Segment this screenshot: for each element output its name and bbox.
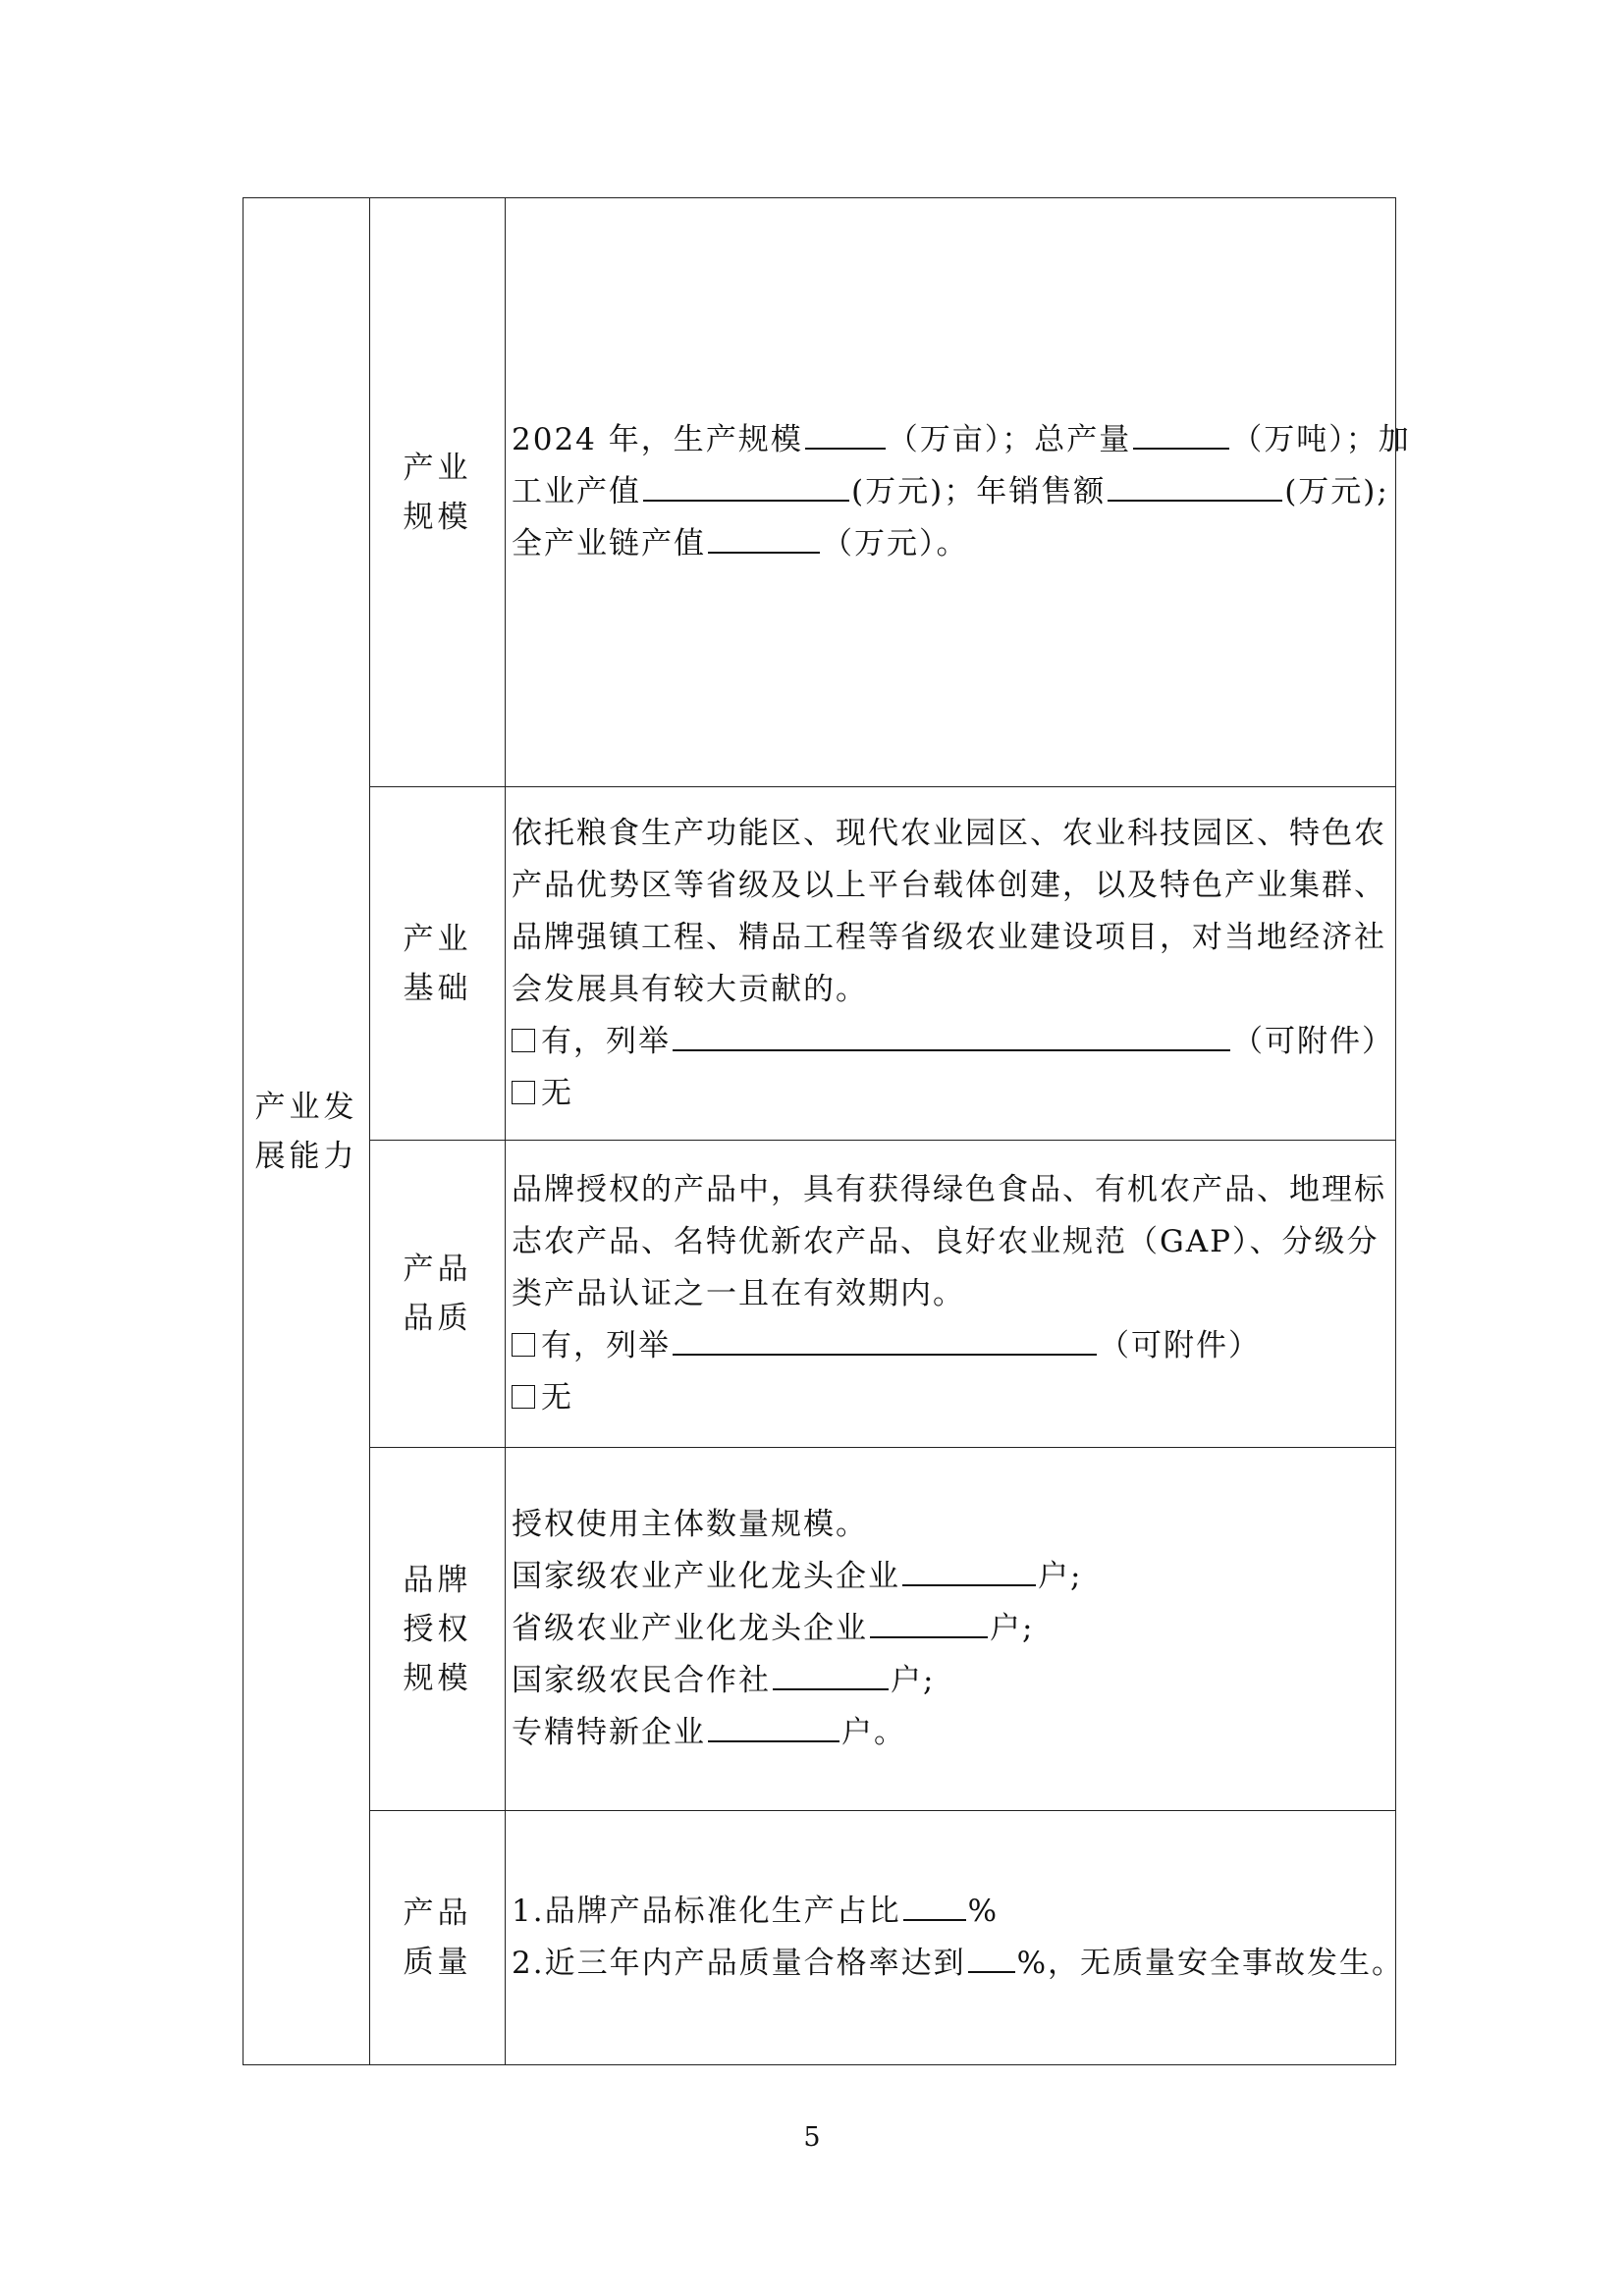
table-row xyxy=(244,1141,1396,1448)
item-unit: 户; xyxy=(990,1611,1035,1646)
checkbox-icon[interactable] xyxy=(512,1333,535,1357)
content-cell-brand-auth xyxy=(506,1448,1396,1811)
item-unit: 户; xyxy=(891,1663,936,1698)
page-number: 5 xyxy=(803,2122,821,2153)
item-label: 省级农业产业化龙头企业 xyxy=(512,1611,868,1646)
application-form-table xyxy=(243,197,1411,2065)
content-line xyxy=(512,466,1391,518)
content-line: 品牌强镇工程、精品工程等省级农业建设项目，对当地经济社 xyxy=(512,919,1386,955)
percent-blank[interactable] xyxy=(903,1886,966,1921)
option-yes-line xyxy=(512,1016,1394,1068)
row-title-line: 品牌 xyxy=(403,1562,472,1598)
count-line xyxy=(512,1551,1391,1603)
list-blank[interactable] xyxy=(673,1016,1230,1051)
count-blank[interactable] xyxy=(902,1551,1036,1586)
text-segment: %，无质量安全事故发生。 xyxy=(1016,1946,1405,1981)
content-line: 类产品认证之一且在有效期内。 xyxy=(512,1275,965,1311)
text-segment: (万元); xyxy=(1284,474,1389,509)
text-segment: (万元)；年销售额 xyxy=(851,474,1107,509)
row-title-line: 产品 xyxy=(403,1252,472,1287)
text-segment: 1.品牌产品标准化生产占比 xyxy=(512,1894,901,1929)
category-label-line2: 展能力 xyxy=(254,1138,358,1174)
table-row xyxy=(244,787,1396,1141)
text-segment: 2024 年，生产规模 xyxy=(512,422,803,457)
content-line: 授权使用主体数量规模。 xyxy=(512,1507,868,1542)
row-title-line: 规模 xyxy=(403,499,472,535)
content-line: 志农产品、名特优新农产品、良好农业规范（GAP）、分级分 xyxy=(512,1223,1380,1259)
option-no-label: 无 xyxy=(541,1379,573,1415)
content-cell-scale xyxy=(506,198,1411,787)
row-title-line: 品质 xyxy=(403,1301,472,1336)
row-title-line: 基础 xyxy=(403,970,472,1006)
table-row xyxy=(244,1448,1396,1811)
option-yes-line xyxy=(512,1320,1391,1372)
content-cell-foundation xyxy=(506,787,1396,1141)
content-cell-quality-cert xyxy=(506,1141,1396,1448)
content-line xyxy=(512,518,1391,570)
option-no-line xyxy=(512,1372,1391,1424)
category-cell xyxy=(244,198,370,2065)
row-title-cell xyxy=(370,1141,506,1448)
row-title-line: 产业 xyxy=(403,921,472,957)
annual-sales-blank[interactable] xyxy=(1108,466,1282,502)
row-title-line: 产品 xyxy=(403,1896,472,1931)
checkbox-icon[interactable] xyxy=(512,1081,535,1104)
text-segment: （万元）。 xyxy=(822,526,969,561)
text-segment: % xyxy=(967,1894,1000,1929)
category-label-line1: 产业发 xyxy=(254,1089,358,1125)
content-line xyxy=(512,414,1411,466)
row-title-line: 产业 xyxy=(403,450,472,486)
row-title-line: 规模 xyxy=(403,1660,472,1696)
option-yes-label: 有，列举 xyxy=(541,1023,671,1059)
total-output-blank[interactable] xyxy=(1133,414,1229,450)
option-yes-label: 有，列举 xyxy=(541,1327,671,1363)
percent-blank[interactable] xyxy=(968,1938,1015,1973)
checkbox-icon[interactable] xyxy=(512,1029,535,1052)
item-unit: 户。 xyxy=(841,1715,906,1750)
content-line: 品牌授权的产品中，具有获得绿色食品、有机农产品、地理标 xyxy=(512,1171,1386,1207)
row-title-line: 质量 xyxy=(403,1945,472,1980)
table-row xyxy=(244,1811,1396,2065)
item-unit: 户; xyxy=(1038,1559,1083,1594)
count-line xyxy=(512,1655,1391,1707)
processing-value-blank[interactable] xyxy=(643,466,849,502)
list-blank[interactable] xyxy=(673,1320,1097,1356)
row-title-cell xyxy=(370,1811,506,2065)
content-line: 产品优势区等省级及以上平台载体创建，以及特色产业集群、 xyxy=(512,867,1386,903)
table-row xyxy=(244,198,1396,787)
row-title-cell xyxy=(370,198,506,787)
item-label: 专精特新企业 xyxy=(512,1715,706,1750)
count-blank[interactable] xyxy=(870,1603,988,1638)
content-line: 会发展具有较大贡献的。 xyxy=(512,971,868,1007)
count-line xyxy=(512,1707,1391,1759)
content-line xyxy=(512,1886,1391,1938)
row-title-line: 授权 xyxy=(403,1611,472,1647)
text-segment: （万吨）；加 xyxy=(1231,422,1411,457)
item-label: 国家级农业产业化龙头企业 xyxy=(512,1559,900,1594)
item-label: 国家级农民合作社 xyxy=(512,1663,771,1698)
count-line xyxy=(512,1603,1391,1655)
chain-value-blank[interactable] xyxy=(708,518,820,554)
text-segment: 工业产值 xyxy=(512,474,641,509)
attach-note: （可附件） xyxy=(1232,1023,1394,1059)
text-segment: 2.近三年内产品质量合格率达到 xyxy=(512,1946,966,1981)
content-cell-quality xyxy=(506,1811,1405,2065)
scale-blank[interactable] xyxy=(805,414,886,450)
option-no-label: 无 xyxy=(541,1075,573,1111)
count-blank[interactable] xyxy=(773,1655,889,1690)
content-line: 依托粮食生产功能区、现代农业园区、农业科技园区、特色农 xyxy=(512,815,1386,851)
text-segment: （万亩）；总产量 xyxy=(887,422,1132,457)
attach-note: （可附件） xyxy=(1099,1327,1261,1363)
text-segment: 全产业链产值 xyxy=(512,526,706,561)
row-title-cell xyxy=(370,787,506,1141)
checkbox-icon[interactable] xyxy=(512,1385,535,1409)
row-title-cell xyxy=(370,1448,506,1811)
content-line xyxy=(512,1938,1405,1990)
count-blank[interactable] xyxy=(708,1707,839,1742)
option-no-line xyxy=(512,1068,1391,1120)
